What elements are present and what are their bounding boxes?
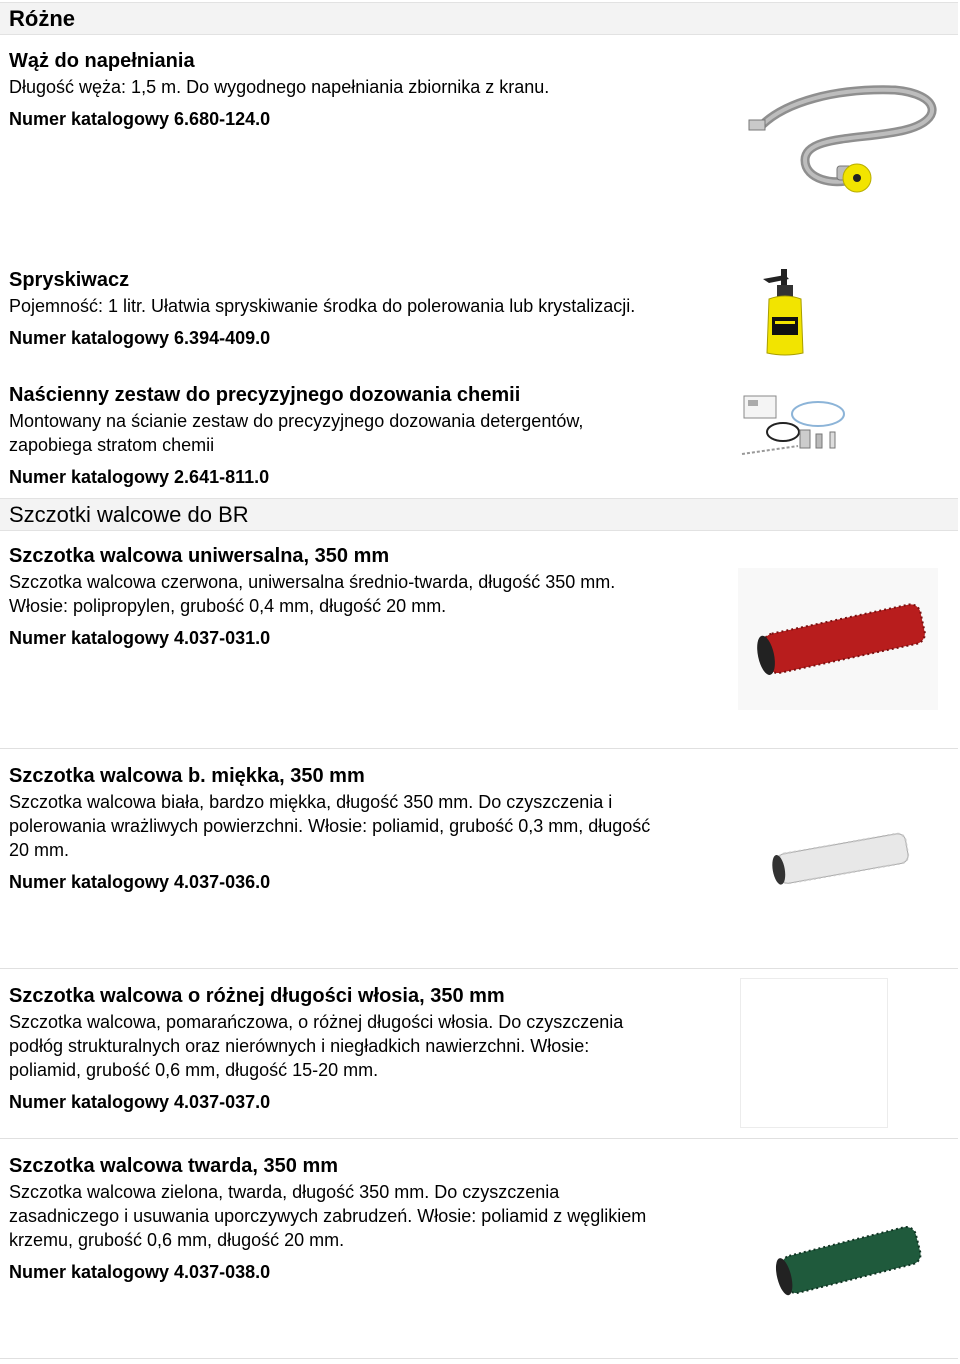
divider	[0, 1138, 958, 1139]
product-dosing-kit	[9, 383, 729, 489]
product-name: Naścienny zestaw do precyzyjnego dozowania chemii	[9, 384, 521, 406]
product-desc: Pojemność: 1 litr. Ułatwia spryskiwanie środka do polerowania lub krystalizacji.	[9, 296, 636, 316]
red-brush-image	[738, 568, 938, 710]
section-header-brushes	[0, 498, 958, 531]
divider	[0, 1358, 958, 1359]
product-desc-line: zapobiega stratom chemii	[9, 435, 215, 455]
product-desc-line: Szczotka walcowa zielona, twarda, długość 350 mm. Do czyszczenia	[9, 1182, 560, 1202]
green-brush-image	[762, 1210, 932, 1310]
product-desc-line: podłóg strukturalnych oraz nierównych i niegładkich nawierzchni. Włosie:	[9, 1036, 590, 1056]
product-name: Spryskiwacz	[9, 269, 130, 291]
product-brush-green	[9, 1154, 729, 1284]
product-brush-red	[9, 544, 729, 650]
section-title: Różne	[9, 6, 75, 31]
product-sprayer	[9, 268, 729, 350]
catalog-number: Numer katalogowy 2.641-811.0	[9, 467, 270, 487]
product-name: Szczotka walcowa b. miękka, 350 mm	[9, 765, 365, 787]
catalog-number: Numer katalogowy 4.037-038.0	[9, 1262, 271, 1282]
product-desc-line: krzemu, grubość 0,6 mm, długość 20 mm.	[9, 1230, 345, 1250]
product-desc-line: Szczotka walcowa biała, bardzo miękka, długość 350 mm. Do czyszczenia i	[9, 792, 613, 812]
divider	[0, 968, 958, 969]
product-desc: Długość węża: 1,5 m. Do wygodnego napełniania zbiornika z kranu.	[9, 77, 550, 97]
product-hose	[9, 49, 729, 131]
product-desc-line: Włosie: polipropylen, grubość 0,4 mm, długość 20 mm.	[9, 596, 447, 616]
section-title: Szczotki walcowe do BR	[9, 502, 249, 527]
section-header-rozne	[0, 2, 958, 35]
divider	[0, 748, 958, 749]
white-brush-image	[760, 820, 920, 900]
product-name: Szczotka walcowa twarda, 350 mm	[9, 1155, 339, 1177]
product-desc-line: polerowania wrażliwych powierzchni. Włosie: poliamid, grubość 0,3 mm, długość	[9, 816, 651, 836]
product-desc-line: zasadniczego i usuwania uporczywych zabrudzeń. Włosie: poliamid z węglikiem	[9, 1206, 647, 1226]
product-desc-line: Szczotka walcowa, pomarańczowa, o różnej długości włosia. Do czyszczenia	[9, 1012, 624, 1032]
product-desc-line: 20 mm.	[9, 840, 70, 860]
product-brush-orange	[9, 984, 729, 1114]
product-brush-white	[9, 764, 729, 894]
sprayer-image	[755, 265, 815, 360]
product-desc-line: Montowany na ścianie zestaw do precyzyjnego dozowania detergentów,	[9, 411, 584, 431]
catalog-number: Numer katalogowy 6.394-409.0	[9, 328, 271, 348]
product-name: Szczotka walcowa o różnej długości włosia, 350 mm	[9, 985, 505, 1007]
dosing-kit-image	[738, 390, 858, 462]
orange-brush-image-placeholder	[740, 978, 888, 1128]
catalog-number: Numer katalogowy 6.680-124.0	[9, 109, 271, 129]
product-desc-line: poliamid, grubość 0,6 mm, długość 15-20 mm.	[9, 1060, 379, 1080]
catalog-number: Numer katalogowy 4.037-037.0	[9, 1092, 271, 1112]
product-name: Szczotka walcowa uniwersalna, 350 mm	[9, 545, 390, 567]
product-name: Wąż do napełniania	[9, 50, 195, 72]
catalog-number: Numer katalogowy 4.037-031.0	[9, 628, 271, 648]
catalog-number: Numer katalogowy 4.037-036.0	[9, 872, 271, 892]
product-desc-line: Szczotka walcowa czerwona, uniwersalna średnio-twarda, długość 350 mm.	[9, 572, 616, 592]
hose-image	[745, 80, 950, 200]
